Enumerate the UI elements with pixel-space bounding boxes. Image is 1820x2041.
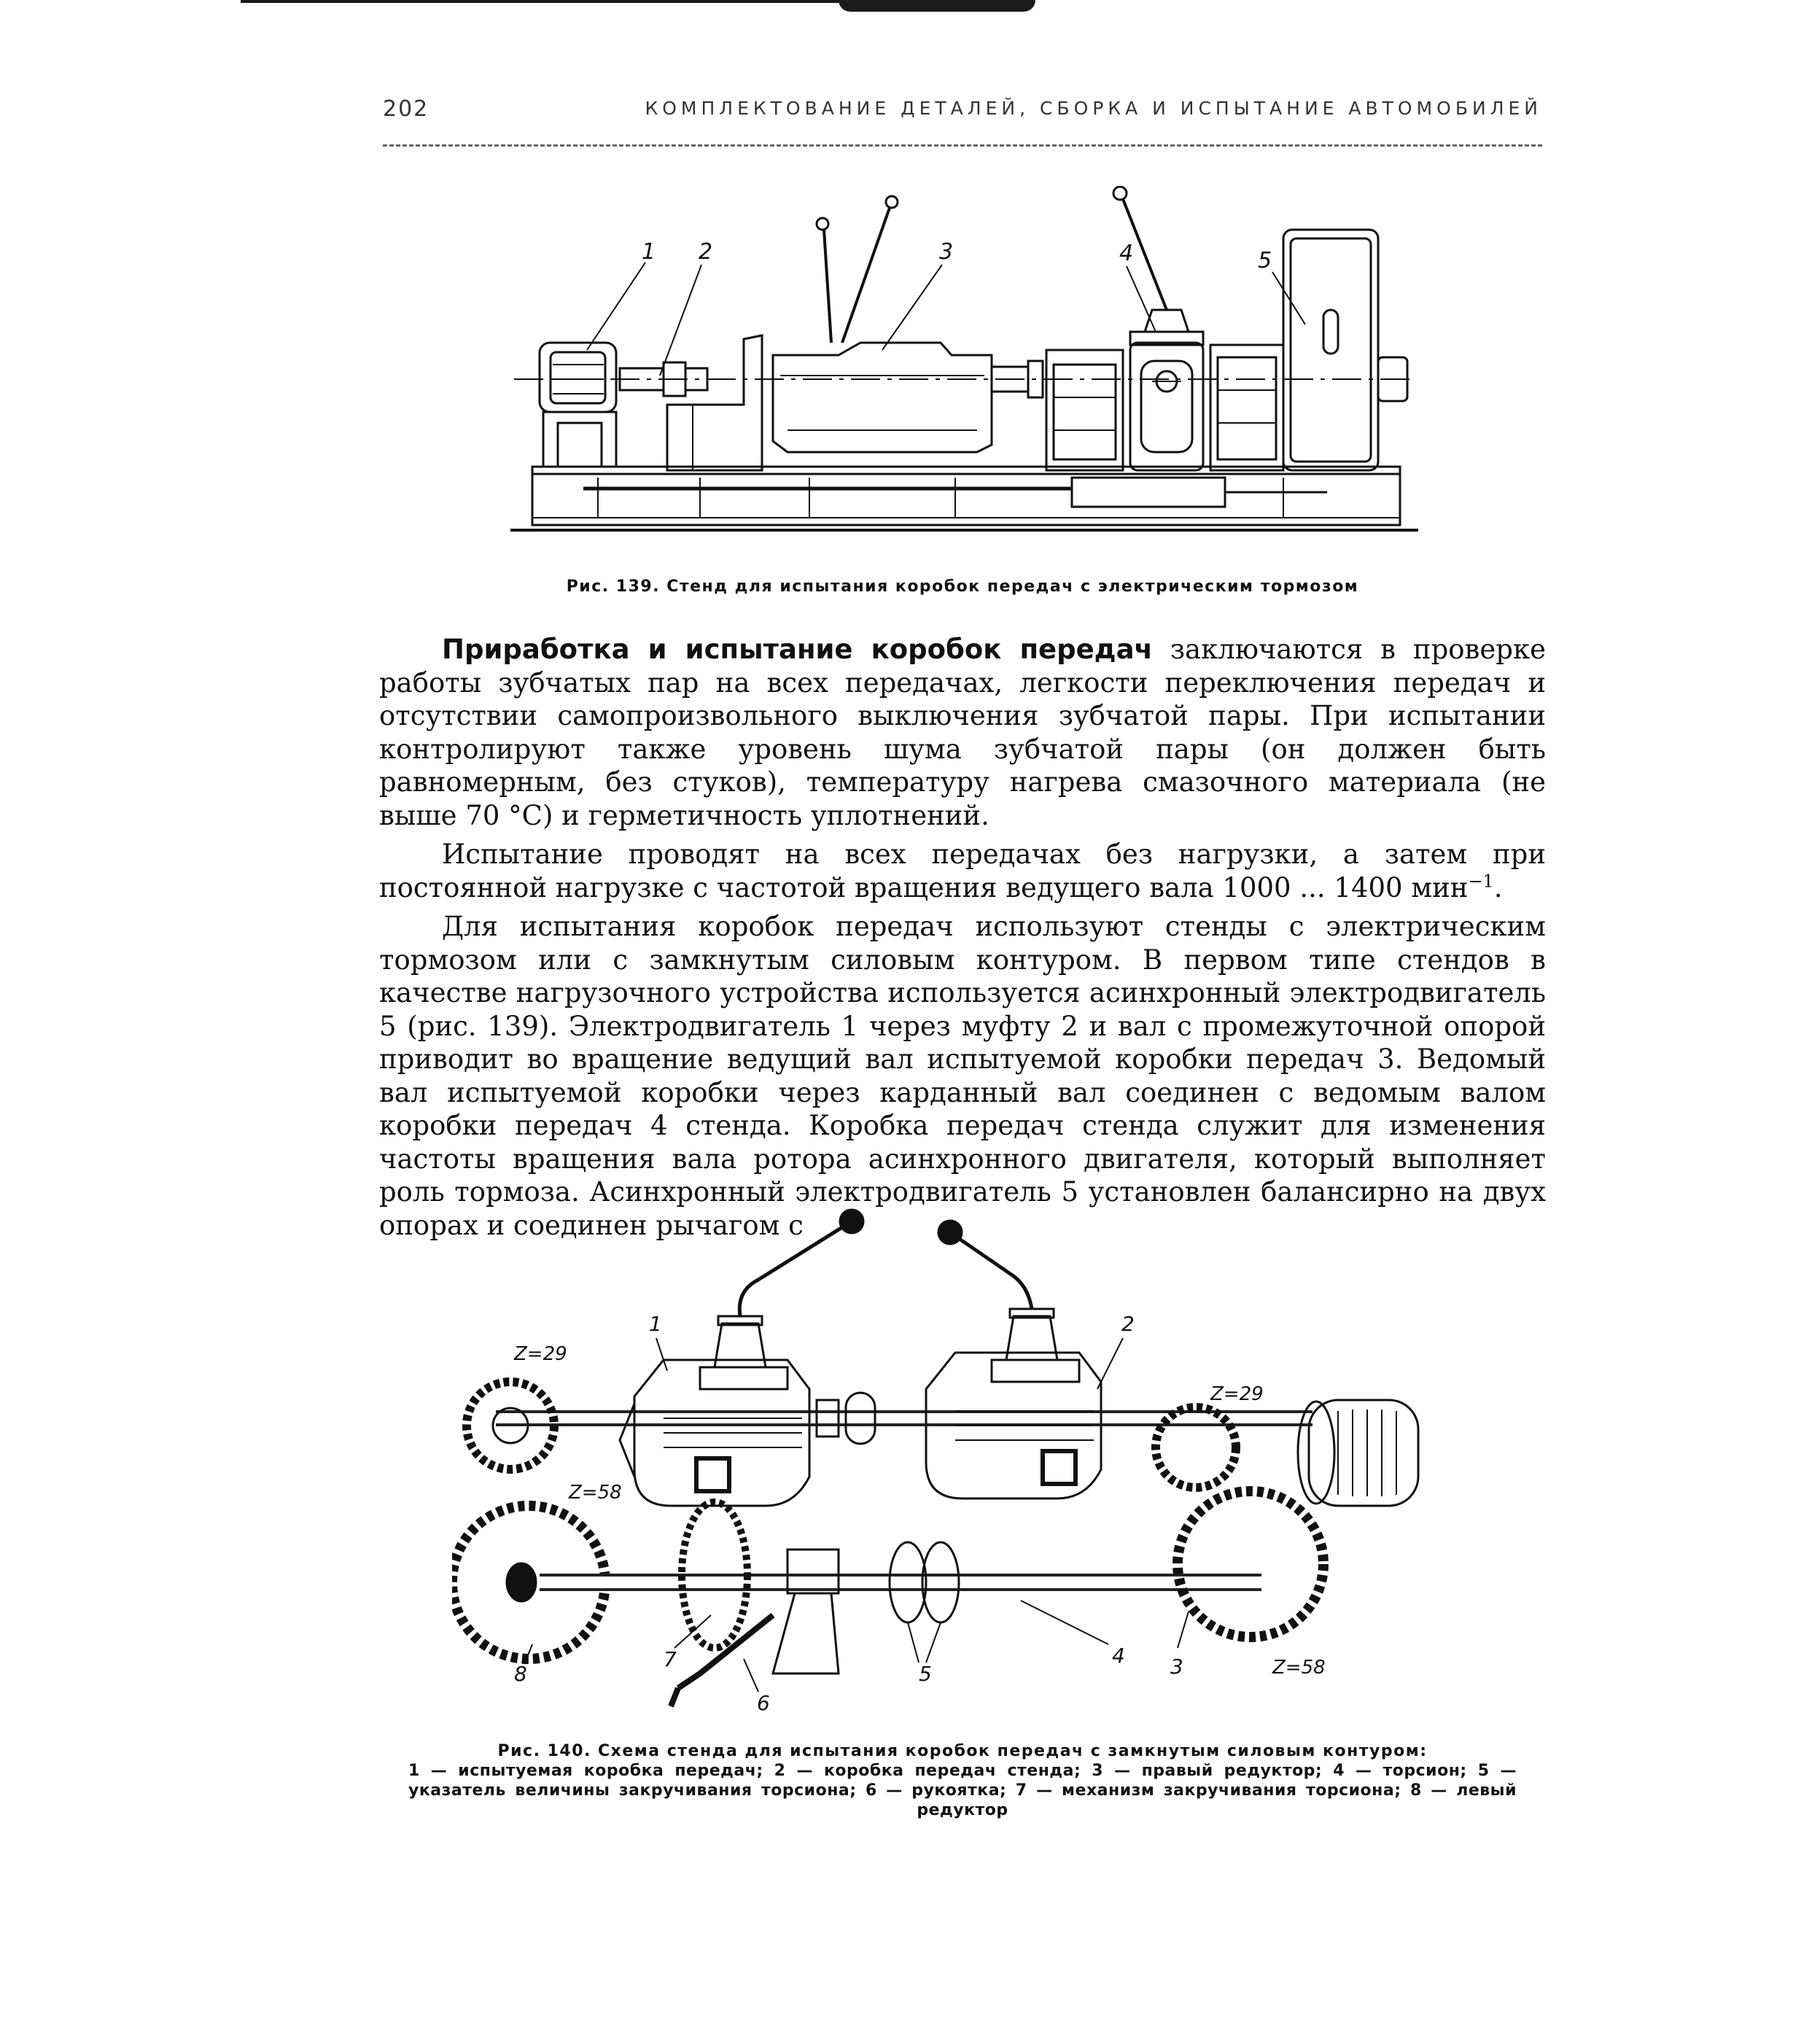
- fig139-label-1: 1: [642, 239, 656, 265]
- fig140-label-2: 2: [1121, 1312, 1135, 1336]
- fig140-label-3: 3: [1170, 1655, 1183, 1679]
- page-top-rule: [241, 0, 941, 3]
- fig140-label-1: 1: [649, 1312, 662, 1336]
- fig140-gear-label-right-big: Z=58: [1272, 1657, 1326, 1679]
- page-number: 202: [383, 96, 429, 122]
- fig140-label-7: 7: [664, 1647, 677, 1671]
- fig140-gear-label-left-small: Z=29: [514, 1343, 567, 1365]
- page-top-mark: [839, 0, 1035, 12]
- header-divider: [383, 144, 1542, 147]
- running-header: [383, 96, 1542, 125]
- fig139-label-2: 2: [699, 239, 713, 265]
- fig139-label-4: 4: [1119, 241, 1134, 266]
- figure-140-caption: [408, 1741, 1517, 1820]
- figure-140-caption-title: Рис. 140. Схема стенда для испытания коробок передач с замкнутым силовым контуром:: [497, 1742, 1428, 1760]
- fig139-label-3: 3: [939, 239, 954, 265]
- fig140-label-6: 6: [757, 1691, 770, 1715]
- paragraph-1-lead: Приработка и испытание коробок передач: [442, 634, 1153, 665]
- fig140-gear-label-left-big: Z=58: [569, 1482, 622, 1504]
- figure-140-caption-legend: 1 — испытуемая коробка передач; 2 — коробка передач стенда; 3 — правый редуктор; 4 — торсион; 5 — указатель величины закручивания торсиона; 6 — рукоятка; 7 — механизм закручивания торсиона; 8 — левый редуктор: [408, 1762, 1517, 1819]
- paragraph-2-text: Испытание проводят на всех передачах без нагрузки, а затем при постоянной нагрузке с частотой вращения ведущего вала 1000 ... 1400 мин: [379, 839, 1546, 903]
- paragraph-1: [379, 633, 1546, 832]
- paragraph-2: [379, 838, 1546, 904]
- running-title: КОМПЛЕКТОВАНИЕ ДЕТАЛЕЙ, СБОРКА И ИСПЫТАНИЕ АВТОМОБИЛЕЙ: [645, 98, 1542, 119]
- paragraph-3: Для испытания коробок передач используют стенды с электрическим тормозом или с замкнутым силовым контуром. В первом типе стендов в качестве нагрузочного устройства используется асинхронный электродвигатель 5 (рис. 139). Электродвигатель 1 через муфту 2 и вал с промежуточной опорой приводит во вращение ведущий вал испытуемой коробки передач 3. Ведомый вал испытуемой коробки через карданный вал соединен с ведомым валом коробки передач 4 стенда. Коробка передач стенда служит для изменения частоты вращения вала ротора асинхронного двигателя, который выполняет роль тормоза. Асинхронный электродвигатель 5 установлен балансирно на двух опорах и соединен рычагом с: [379, 911, 1546, 1241]
- paragraph-2-end: .: [1493, 871, 1503, 903]
- body-text: [379, 633, 1546, 1248]
- fig139-label-5: 5: [1258, 248, 1272, 273]
- figure-139-caption: Рис. 139. Стенд для испытания коробок передач с электрическим тормозом: [566, 578, 1359, 596]
- fig140-label-5: 5: [919, 1662, 932, 1686]
- figure-139-test-stand-drawing: [510, 186, 1418, 554]
- figure-140-closed-loop-stand-diagram: [452, 1207, 1451, 1728]
- fig140-label-4: 4: [1112, 1644, 1125, 1668]
- fig140-gear-label-right-small: Z=29: [1210, 1383, 1264, 1405]
- paragraph-1-rest: заключаются в проверке работы зубчатых пар на всех передачах, легкости переключения передач и отсутствии самопроизвольного выключения зубчатой пары. При испытании контролируют также уровень шума зубчатой пары (он должен быть равномерным, без стуков), температуру нагрева смазочного материала (не выше 70 °С) и герметичность уплотнений.: [379, 634, 1546, 831]
- paragraph-2-superscript: −1: [1468, 871, 1494, 892]
- fig140-label-8: 8: [514, 1662, 527, 1686]
